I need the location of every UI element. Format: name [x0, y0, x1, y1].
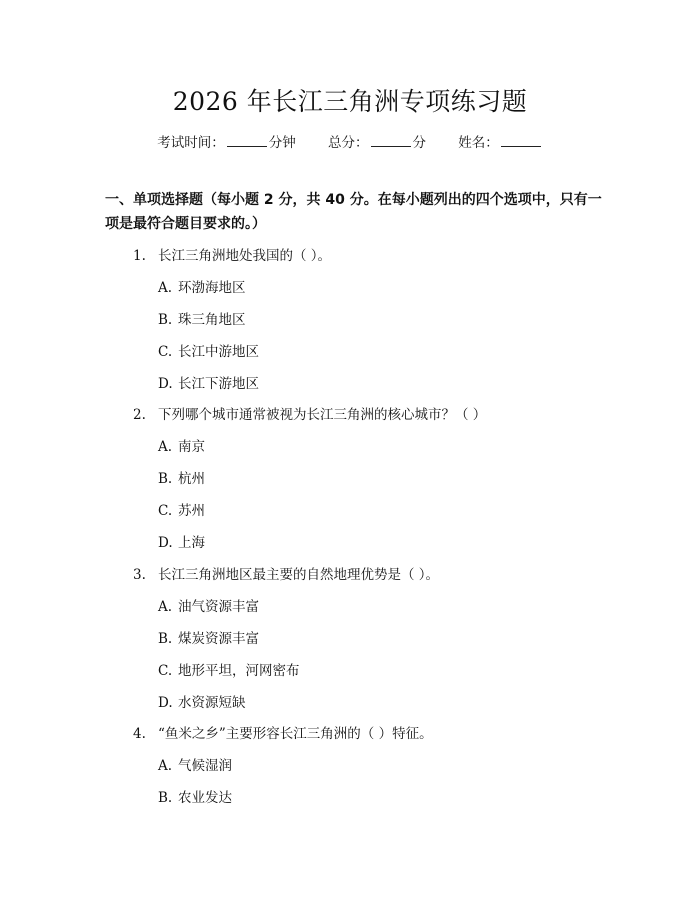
option-letter: B.	[158, 471, 173, 487]
option-text: 珠三角地区	[178, 312, 246, 328]
question-2-option-a	[158, 435, 205, 455]
exam-time-field	[157, 131, 296, 151]
question-number: 3.	[133, 567, 146, 583]
total-score-blank	[371, 135, 411, 147]
question-3-option-b	[158, 627, 259, 647]
option-text: 环渤海地区	[178, 280, 246, 296]
question-1-option-d	[158, 372, 259, 392]
question-number: 4.	[133, 726, 146, 742]
option-letter: C.	[158, 344, 173, 360]
option-text: 长江下游地区	[178, 376, 259, 392]
question-2-option-d	[158, 531, 205, 551]
question-2-option-b	[158, 467, 205, 487]
question-1	[133, 244, 331, 264]
option-text: 杭州	[178, 471, 205, 487]
option-text: 煤炭资源丰富	[178, 631, 259, 647]
question-3-option-c	[158, 659, 300, 679]
option-letter: A.	[158, 439, 173, 455]
question-text: 长江三角洲地处我国的（ ）。	[158, 248, 332, 264]
question-4-option-b	[158, 786, 232, 806]
question-3	[133, 563, 439, 583]
question-number: 1.	[133, 248, 146, 264]
exam-time-label: 考试时间：	[157, 135, 225, 151]
option-letter: D.	[158, 535, 173, 551]
total-score-field	[328, 131, 426, 151]
question-2	[133, 403, 486, 423]
question-number: 2.	[133, 407, 146, 423]
total-score-label: 总分：	[328, 135, 369, 151]
exam-time-unit: 分钟	[268, 135, 296, 151]
section-heading: 一、单项选择题（每小题 2 分，共 40 分。在每小题列出的四个选项中，只有一项是最符合题目要求的。）	[105, 192, 602, 232]
question-4	[133, 722, 433, 742]
option-text: 气候湿润	[178, 758, 232, 774]
option-letter: A.	[158, 599, 173, 615]
option-letter: A.	[158, 758, 173, 774]
option-text: 上海	[178, 535, 205, 551]
exam-time-blank	[227, 135, 267, 147]
question-3-option-d	[158, 691, 246, 711]
question-3-option-a	[158, 595, 259, 615]
option-text: 地形平坦，河网密布	[178, 663, 300, 679]
exam-info-line	[0, 131, 700, 151]
option-letter: B.	[158, 790, 173, 806]
question-1-option-b	[158, 308, 246, 328]
option-text: 农业发达	[178, 790, 232, 806]
option-letter: B.	[158, 312, 173, 328]
option-text: 油气资源丰富	[178, 599, 259, 615]
student-name-blank	[501, 135, 541, 147]
option-letter: B.	[158, 631, 173, 647]
student-name-label: 姓名：	[458, 135, 499, 151]
question-text: 下列哪个城市通常被视为长江三角洲的核心城市？（ ）	[158, 407, 487, 423]
option-letter: D.	[158, 695, 173, 711]
question-1-option-a	[158, 276, 246, 296]
question-4-option-a	[158, 754, 232, 774]
option-text: 南京	[178, 439, 205, 455]
question-text: 长江三角洲地区最主要的自然地理优势是（ ）。	[158, 567, 440, 583]
option-text: 长江中游地区	[178, 344, 259, 360]
page-title: 2026 年长江三角洲专项练习题	[172, 87, 528, 116]
option-letter: C.	[158, 503, 173, 519]
option-letter: D.	[158, 376, 173, 392]
question-1-option-c	[158, 340, 259, 360]
question-2-option-c	[158, 499, 205, 519]
option-text: 水资源短缺	[178, 695, 246, 711]
student-name-field	[458, 131, 543, 151]
option-letter: C.	[158, 663, 173, 679]
option-text: 苏州	[178, 503, 205, 519]
question-text: “鱼米之乡”主要形容长江三角洲的（ ）特征。	[158, 726, 433, 742]
option-letter: A.	[158, 280, 173, 296]
total-score-unit: 分	[412, 135, 426, 151]
